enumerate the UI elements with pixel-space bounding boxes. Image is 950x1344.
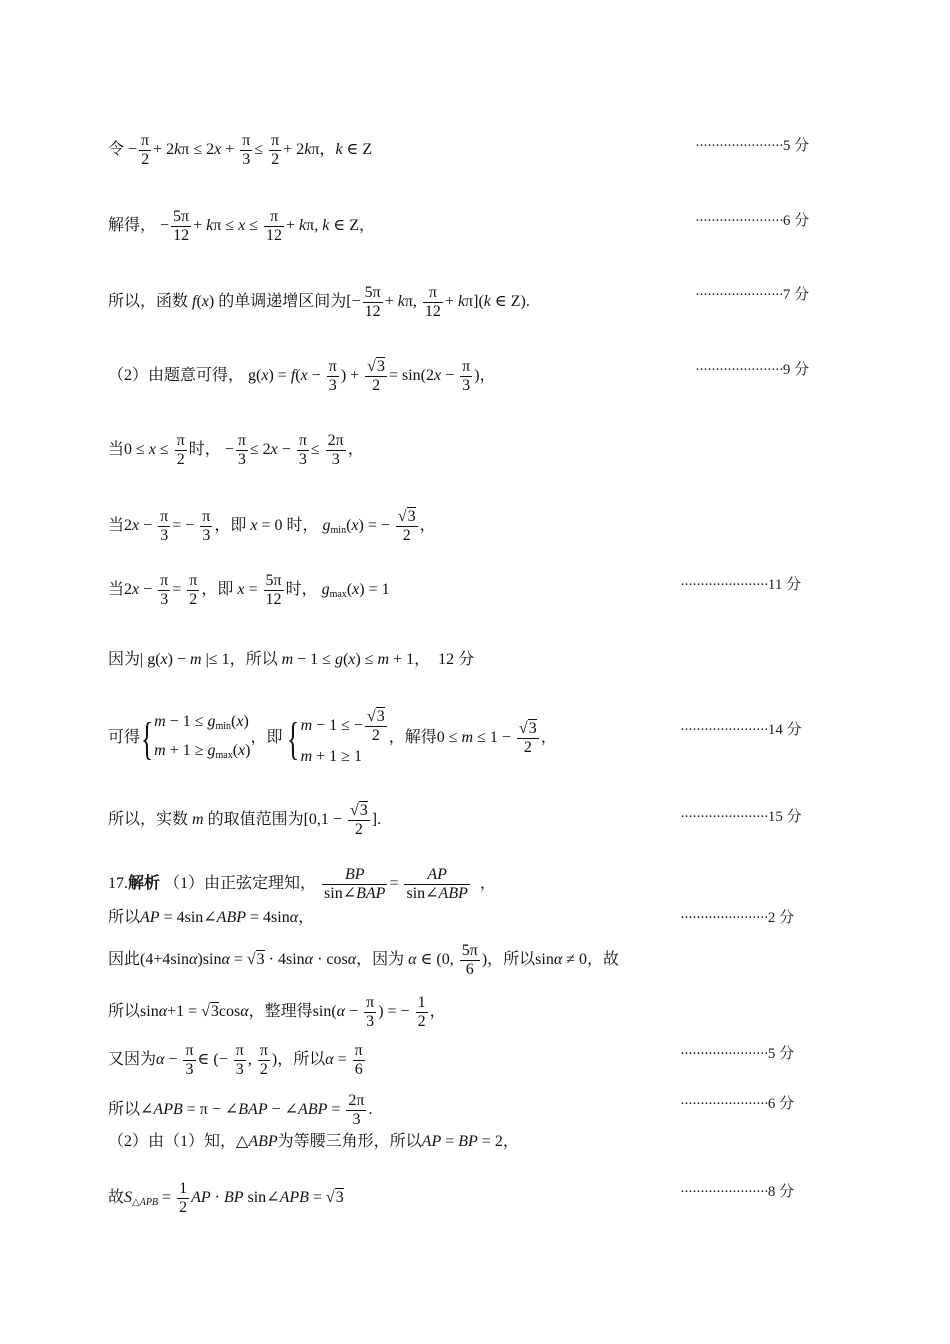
- score-2: ······················2 分: [680, 910, 795, 926]
- score-7: ······················7 分: [695, 287, 810, 303]
- score-5a: ······················5 分: [695, 138, 810, 154]
- q17-line: 17.解析 （1）由正弦定理知， $\frac{BP}{\text{sin∠BAP}}$ = $\frac{AP}{\text{sin∠ABP}}$ ，: [108, 866, 496, 902]
- score-6b: ······················6 分: [680, 1096, 795, 1112]
- score-5b: ······················5 分: [680, 1046, 795, 1062]
- system-line: 可得{$m - 1 \le g_{min}(x)$ $m + 1 \ge g_{max}(x)$，即 {m − 1 ≤ − $\frac{√3}{2}$ m + 1 ≥ 1，解得0 ≤ m ≤ 1 − $\frac{√3}{2}$ ，: [108, 708, 557, 765]
- min-line: 当2x − $\frac{\pi}{3}$ = − $\frac{\pi}{3}$ ，即 x = 0 时， $g_{min}(x)$ = − $\frac{√3}{2}$ ，: [108, 508, 436, 544]
- simplify-line: 所以sinα+1 = √3cosα，整理得sin(α − $\frac{\pi}{3}$ ) = − $\frac{1}{2}$ ，: [108, 994, 446, 1030]
- part2-line: （2）由题意可得， g(x) = f(x − $\frac{\pi}{3}$ ) + $\frac{√3}{2}$ = sin(2x − $\frac{\pi}{3}$ )，: [108, 358, 496, 394]
- m-range-line: 所以，实数 m 的取值范围为[0,1 − $\frac{√3}{2}$ ].: [108, 802, 382, 838]
- because-line: 因为| g(x) − m |≤ 1，所以 m − 1 ≤ g(x) ≤ m + 1， 12 分: [108, 651, 475, 668]
- range-line: 当0 ≤ x ≤ $\frac{\pi}{2}$ 时， − $\frac{\pi}{3}$ ≤ 2x − $\frac{\pi}{3}$ ≤ $\frac{2\pi}{3}$ ，: [108, 432, 364, 468]
- therefore-line: 因此(4+4sinα)sinα = √3 · 4sinα · cosα，因为 α ∈ (0, $\frac{5\pi}{6}$ )，所以sinα ≠ 0，故: [108, 942, 620, 978]
- alpha-line: 又因为α − $\frac{\pi}{3}$ ∈ (− $\frac{\pi}{3}$ , $\frac{\pi}{2}$ )，所以α = $\frac{\pi}{6}$: [108, 1042, 363, 1078]
- score-6a: ······················6 分: [695, 213, 810, 229]
- score-15: ······················15 分: [680, 809, 802, 825]
- score-11: ······················11 分: [680, 577, 802, 593]
- text-ling: 令: [108, 141, 125, 159]
- isosceles-line: （2）由（1）知，△ABP为等腰三角形，所以AP = BP = 2，: [108, 1133, 519, 1150]
- ap-line: 所以AP = 4sin∠ABP = 4sinα，: [108, 909, 315, 926]
- score-8: ······················8 分: [680, 1184, 795, 1200]
- apb-line: 所以∠APB = π − ∠BAP − ∠ABP = $\frac{2\pi}{3}$ .: [108, 1092, 373, 1128]
- solution-line: 解得， − $\frac{5\pi}{12}$ + kπ ≤ x ≤ $\frac{\pi}{12}$ + kπ, k ∈ Z，: [108, 208, 375, 244]
- score-9: ······················9 分: [695, 362, 810, 378]
- score-14: ······················14 分: [680, 722, 802, 738]
- interval-line: 所以，函数 f(x) 的单调递增区间为[− $\frac{5\pi}{12}$ + kπ, $\frac{\pi}{12}$ + kπ](k ∈ Z).: [108, 284, 530, 320]
- inequality-line-1: 令 − $\frac{\pi}{2}$ + 2kπ ≤ 2x + $\frac{\pi}{3}$ ≤ $\frac{\pi}{2}$ + 2kπ，k ∈ Z: [108, 132, 373, 168]
- score-12: 12 分: [438, 651, 475, 668]
- area-line: 故$S_{\triangle APB}$ = $\frac{1}{2}$ AP · BP sin∠APB = √3: [108, 1180, 344, 1216]
- max-line: 当2x − $\frac{\pi}{3}$ = $\frac{\pi}{2}$ ，即 x = $\frac{5\pi}{12}$ 时， $g_{max}(x) = 1$: [108, 572, 390, 608]
